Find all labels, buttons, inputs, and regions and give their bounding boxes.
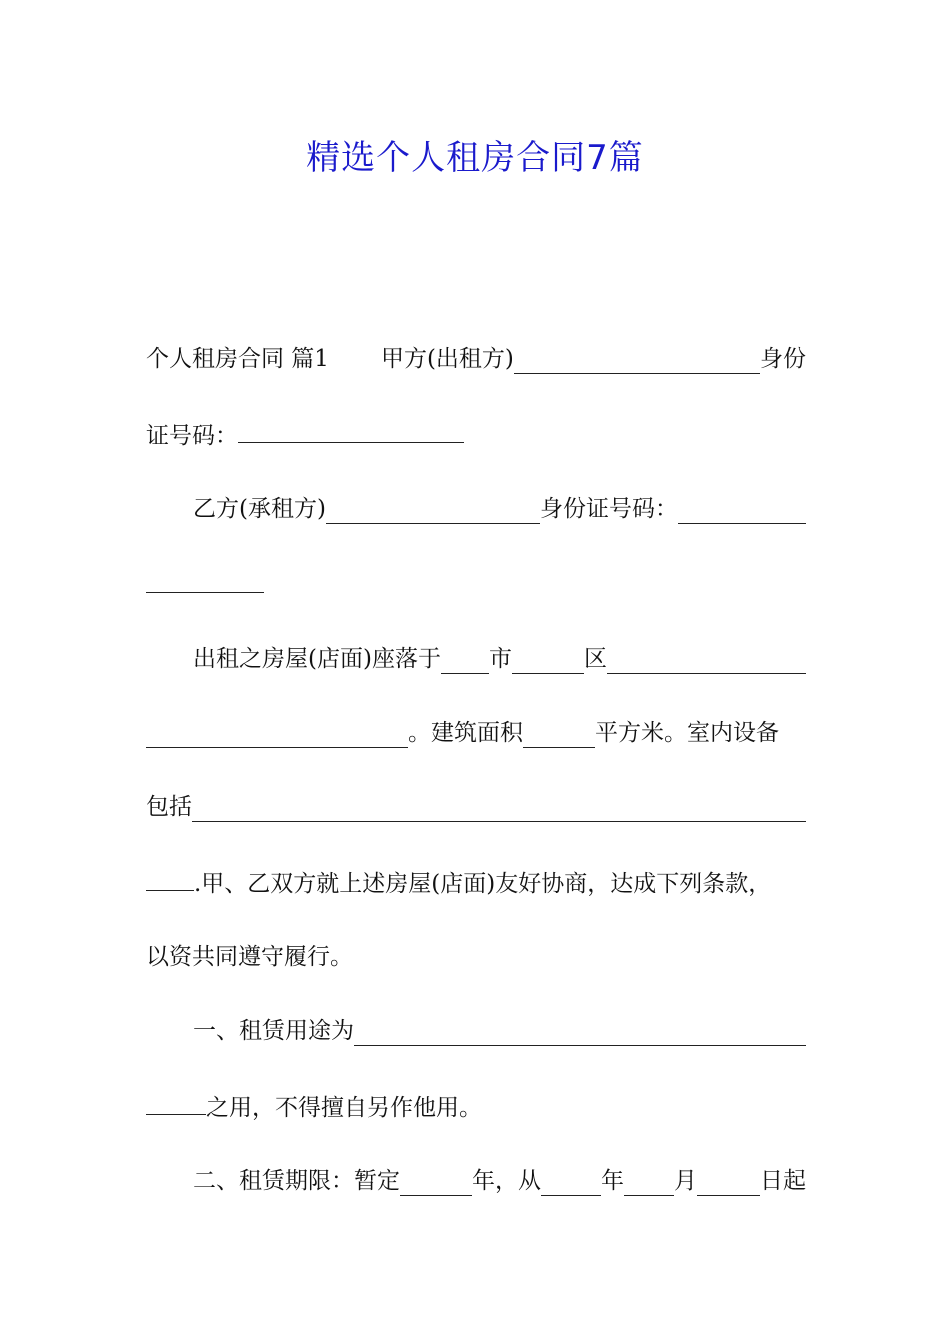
clause-1-label: 一、租赁用途为 — [193, 1018, 354, 1044]
purpose-blank-cont[interactable] — [146, 1092, 206, 1115]
party-a-id-blank[interactable] — [238, 420, 464, 443]
start-year-blank[interactable] — [541, 1173, 601, 1196]
equipment-blank[interactable] — [192, 799, 806, 822]
location-label: 出租之房屋(店面)座落于 — [193, 646, 441, 672]
agreement-text-end: 以资共同遵守履行。 — [146, 944, 353, 970]
purpose-blank[interactable] — [354, 1023, 806, 1046]
equipment-blank-cont[interactable] — [146, 868, 194, 891]
start-day-blank[interactable] — [697, 1173, 760, 1196]
paragraph-line-4 — [146, 570, 806, 601]
year-label: 年 — [601, 1168, 624, 1194]
paragraph-line-7 — [146, 792, 806, 822]
document-title: 精选个人租房合同7篇 — [306, 138, 644, 178]
start-month-blank[interactable] — [624, 1173, 674, 1196]
paragraph-line-10 — [146, 1016, 806, 1046]
party-a-label: 甲方(出租方) — [380, 346, 514, 372]
city-label: 市 — [488, 646, 512, 672]
city-blank[interactable] — [441, 651, 489, 674]
contract-heading: 个人租房合同 篇1 — [146, 346, 329, 372]
term-from-label: 年，从 — [472, 1168, 541, 1194]
paragraph-line-9 — [146, 942, 806, 972]
clause-1-end: 之用，不得擅自另作他用。 — [206, 1095, 482, 1121]
agreement-text: .甲、乙双方就上述房屋(店面)友好协商，达成下列条款， — [194, 871, 772, 897]
term-years-blank[interactable] — [400, 1173, 472, 1196]
district-blank[interactable] — [512, 651, 584, 674]
address-blank[interactable] — [607, 651, 806, 674]
address-blank-cont[interactable] — [146, 725, 408, 748]
includes-label: 包括 — [146, 794, 192, 820]
area-blank[interactable] — [523, 725, 595, 748]
party-b-id-blank-cont[interactable] — [146, 570, 264, 593]
id-label-start: 身份 — [760, 346, 806, 372]
party-a-blank[interactable] — [514, 351, 760, 374]
paragraph-line-11 — [146, 1092, 806, 1123]
paragraph-line-3 — [146, 494, 806, 524]
party-b-blank[interactable] — [326, 501, 540, 524]
equipment-label: 平方米。室内设备 — [595, 720, 779, 746]
district-label: 区 — [583, 646, 607, 672]
party-b-id-blank[interactable] — [678, 501, 806, 524]
clause-2-label: 二、租赁期限：暂定 — [193, 1168, 400, 1194]
paragraph-line-2 — [146, 420, 806, 451]
party-b-id-label: 身份证号码： — [539, 496, 678, 522]
paragraph-line-1 — [146, 344, 806, 374]
paragraph-line-5 — [146, 644, 806, 674]
paragraph-line-12 — [146, 1166, 806, 1196]
party-b-label: 乙方(承租方) — [193, 496, 326, 522]
area-label: 。建筑面积 — [408, 720, 523, 746]
paragraph-line-8 — [146, 868, 806, 899]
day-label: 日起 — [760, 1168, 806, 1194]
paragraph-line-6 — [146, 718, 806, 748]
id-label-end: 证号码： — [146, 423, 238, 449]
month-label: 月 — [674, 1168, 697, 1194]
